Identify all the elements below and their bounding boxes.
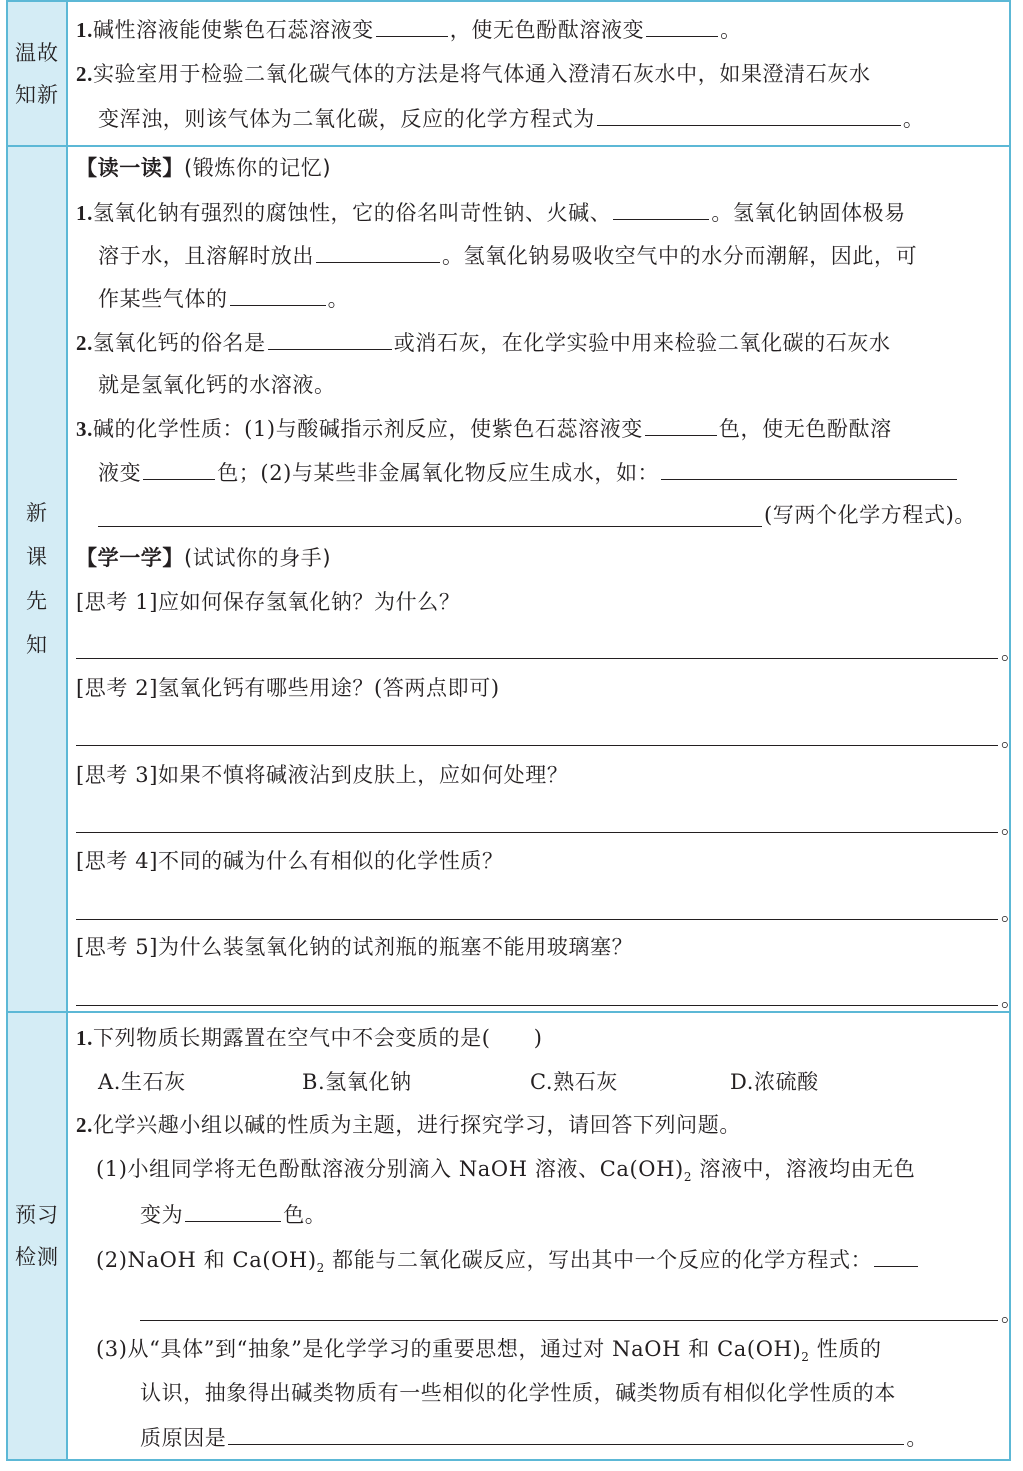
answer-blank[interactable] bbox=[140, 1319, 998, 1321]
review-q2-line-2 bbox=[98, 103, 1003, 134]
subscript: 2 bbox=[683, 1170, 693, 1185]
subscript: 2 bbox=[801, 1350, 810, 1365]
question-text: (写两个化学方程式)。 bbox=[764, 503, 976, 527]
answer-blank[interactable] bbox=[76, 657, 998, 659]
question-text: 碱的化学性质：(1)与酸碱指示剂反应，使紫色石蕊溶液变 bbox=[92, 417, 643, 441]
answer-blank[interactable] bbox=[76, 1004, 998, 1006]
preview-content bbox=[68, 147, 1022, 1011]
answer-blank[interactable] bbox=[185, 1199, 281, 1222]
option-d[interactable]: D.浓硫酸 bbox=[730, 1070, 819, 1094]
preview-label-line-1: 新 bbox=[26, 501, 48, 525]
think-label: [思考 4] bbox=[76, 849, 159, 873]
question-text: 碱性溶液能使紫色石蕊溶液变 bbox=[92, 18, 374, 42]
question-text: 就是氢氧化钙的水溶液。 bbox=[98, 373, 336, 397]
test-q2-p3-line-3 bbox=[140, 1422, 1003, 1453]
answer-blank[interactable] bbox=[874, 1244, 918, 1267]
period: 。 bbox=[906, 1426, 929, 1450]
period: 。 bbox=[1001, 814, 1022, 838]
answer-blank[interactable] bbox=[376, 14, 448, 37]
answer-blank[interactable] bbox=[645, 413, 717, 436]
think-label: [思考 5] bbox=[76, 935, 159, 959]
subscript: 2 bbox=[316, 1261, 325, 1276]
preview-section bbox=[8, 147, 1022, 1013]
answer-blank[interactable] bbox=[76, 744, 998, 746]
question-number: 1. bbox=[76, 1026, 93, 1050]
read-heading-sub: (锻炼你的记忆) bbox=[184, 156, 332, 180]
question-text: 变浑浊，则该气体为二氧化碳，反应的化学方程式为 bbox=[98, 107, 595, 131]
think-1 bbox=[76, 587, 1003, 617]
question-text: 。氢氧化钠固体极易 bbox=[711, 201, 906, 225]
answer-blank[interactable] bbox=[661, 457, 957, 480]
question-text: 实验室用于检验二氧化碳气体的方法是将气体通入澄清石灰水中，如果澄清石灰水 bbox=[92, 62, 871, 86]
think-label: [思考 3] bbox=[76, 763, 159, 787]
test-q2-p1-line-2 bbox=[140, 1199, 1003, 1230]
think-text: 不同的碱为什么有相似的化学性质？ bbox=[158, 849, 504, 873]
question-text: 下列物质长期露置在空气中不会变质的是( ) bbox=[92, 1026, 543, 1050]
read-q3-line-2 bbox=[98, 457, 1003, 488]
think-text: 如果不慎将碱液沾到皮肤上，应如何处理？ bbox=[158, 763, 569, 787]
test-section bbox=[8, 1013, 1022, 1459]
read-q3-line-1 bbox=[76, 413, 1003, 444]
period: 。 bbox=[1001, 901, 1022, 925]
question-number: 1. bbox=[76, 201, 93, 225]
answer-blank[interactable] bbox=[597, 103, 901, 126]
question-text: 溶液中，溶液均由无色 bbox=[692, 1157, 916, 1181]
preview-label bbox=[8, 147, 68, 1011]
question-text: 或消石灰，在化学实验中用来检验二氧化碳的石灰水 bbox=[393, 331, 891, 355]
answer-blank[interactable] bbox=[76, 918, 998, 920]
test-q2-p3-line-1 bbox=[96, 1334, 1003, 1372]
question-text: (3)从“具体”到“抽象”是化学学习的重要思想，通过对 NaOH 和 Ca(OH) bbox=[96, 1337, 802, 1361]
question-text: 化学兴趣小组以碱的性质为主题，进行探究学习，请回答下列问题。 bbox=[92, 1113, 741, 1137]
learn-heading bbox=[76, 543, 1003, 573]
question-text: (2)NaOH 和 Ca(OH) bbox=[96, 1248, 317, 1272]
answer-blank[interactable] bbox=[268, 327, 392, 350]
read-q1-line-3 bbox=[98, 283, 1003, 314]
period: 。 bbox=[1001, 640, 1022, 664]
question-number: 2. bbox=[76, 62, 93, 86]
answer-blank[interactable] bbox=[316, 240, 440, 263]
read-q1-line-1 bbox=[76, 197, 1003, 228]
option-a[interactable]: A.生石灰 bbox=[98, 1070, 186, 1094]
read-heading-title: 【读一读】 bbox=[76, 156, 184, 180]
test-q2-p3-line-2 bbox=[140, 1378, 1003, 1408]
period: 。 bbox=[1001, 1302, 1022, 1326]
read-heading bbox=[76, 153, 1003, 183]
question-number: 3. bbox=[76, 417, 93, 441]
answer-blank[interactable] bbox=[228, 1422, 904, 1445]
question-text: 色，使无色酚酞溶 bbox=[718, 417, 892, 441]
test-q2 bbox=[76, 1110, 1003, 1140]
answer-blank[interactable] bbox=[613, 197, 709, 220]
preview-label-line-2: 课 bbox=[26, 545, 48, 569]
question-text: 变为 bbox=[140, 1203, 184, 1227]
think-4 bbox=[76, 846, 1003, 876]
review-section bbox=[8, 2, 1009, 147]
question-text: 认识，抽象得出碱类物质有一些相似的化学性质，碱类物质有相似化学性质的本 bbox=[140, 1381, 896, 1405]
answer-blank[interactable] bbox=[76, 831, 998, 833]
preview-label-line-3: 先 bbox=[26, 589, 48, 613]
read-q1-line-2 bbox=[98, 240, 1003, 271]
answer-blank[interactable] bbox=[230, 283, 326, 306]
preview-label-line-4: 知 bbox=[26, 633, 48, 657]
question-text: ，使无色酚酞溶液变 bbox=[449, 18, 645, 42]
question-text: 性质的 bbox=[809, 1337, 882, 1361]
learn-heading-sub: (试试你的身手) bbox=[184, 546, 332, 570]
question-text: 色；(2)与某些非金属氧化物反应生成水，如： bbox=[217, 461, 660, 485]
question-text: 氢氧化钙的俗名是 bbox=[92, 331, 266, 355]
question-text: 氢氧化钠有强烈的腐蚀性，它的俗名叫苛性钠、火碱、 bbox=[92, 201, 612, 225]
think-5 bbox=[76, 932, 1003, 962]
question-text: 质原因是 bbox=[140, 1426, 227, 1450]
test-label bbox=[8, 1013, 68, 1459]
test-q1 bbox=[76, 1023, 1003, 1053]
review-q1 bbox=[76, 14, 1003, 45]
review-label-line-2: 知新 bbox=[15, 82, 59, 107]
period: 。 bbox=[1001, 727, 1022, 751]
think-text: 为什么装氢氧化钠的试剂瓶的瓶塞不能用玻璃塞？ bbox=[158, 935, 634, 959]
think-3 bbox=[76, 760, 1003, 790]
question-text: 溶于水，且溶解时放出 bbox=[98, 244, 314, 268]
think-2 bbox=[76, 673, 1003, 703]
answer-blank[interactable] bbox=[98, 525, 762, 527]
period: 。 bbox=[1001, 987, 1022, 1011]
review-label bbox=[8, 2, 68, 145]
think-label: [思考 2] bbox=[76, 676, 159, 700]
learn-heading-title: 【学一学】 bbox=[76, 546, 184, 570]
question-text: 都能与二氧化碳反应，写出其中一个反应的化学方程式： bbox=[324, 1248, 873, 1272]
worksheet-table bbox=[6, 0, 1022, 1461]
test-q2-p2-line-1 bbox=[96, 1244, 1003, 1283]
question-text: 作某些气体的 bbox=[98, 287, 228, 311]
question-text: 。 bbox=[720, 18, 742, 42]
question-text: (1)小组同学将无色酚酞溶液分别滴入 NaOH 溶液、Ca(OH) bbox=[96, 1157, 684, 1181]
think-label: [思考 1] bbox=[76, 590, 159, 614]
read-q3-line-3 bbox=[764, 500, 1003, 530]
review-content bbox=[68, 2, 1009, 145]
question-text: 。 bbox=[327, 287, 350, 311]
test-label-line-1: 预习 bbox=[15, 1203, 59, 1227]
question-text: 液变 bbox=[98, 461, 142, 485]
test-content bbox=[68, 1013, 1022, 1459]
question-number: 2. bbox=[76, 331, 93, 355]
test-q2-p1-line-1 bbox=[96, 1154, 1003, 1192]
think-text: 应如何保存氢氧化钠？为什么？ bbox=[158, 590, 461, 614]
question-number: 1. bbox=[76, 18, 93, 42]
question-number: 2. bbox=[76, 1113, 93, 1137]
question-text: 色。 bbox=[283, 1203, 327, 1227]
read-q2-line-2 bbox=[98, 370, 1003, 400]
option-b[interactable]: B.氢氧化钠 bbox=[302, 1070, 412, 1094]
test-label-line-2: 检测 bbox=[15, 1245, 59, 1269]
review-q2-line-1 bbox=[76, 59, 1003, 89]
review-label-line-1: 温故 bbox=[15, 40, 59, 65]
answer-blank[interactable] bbox=[143, 457, 215, 480]
period: 。 bbox=[902, 107, 925, 131]
read-q2-line-1 bbox=[76, 327, 1003, 358]
option-c[interactable]: C.熟石灰 bbox=[530, 1070, 618, 1094]
think-text: 氢氧化钙有哪些用途？(答两点即可) bbox=[158, 676, 500, 700]
question-text: 。氢氧化钠易吸收空气中的水分而潮解，因此，可 bbox=[442, 244, 918, 268]
answer-blank[interactable] bbox=[646, 14, 718, 37]
